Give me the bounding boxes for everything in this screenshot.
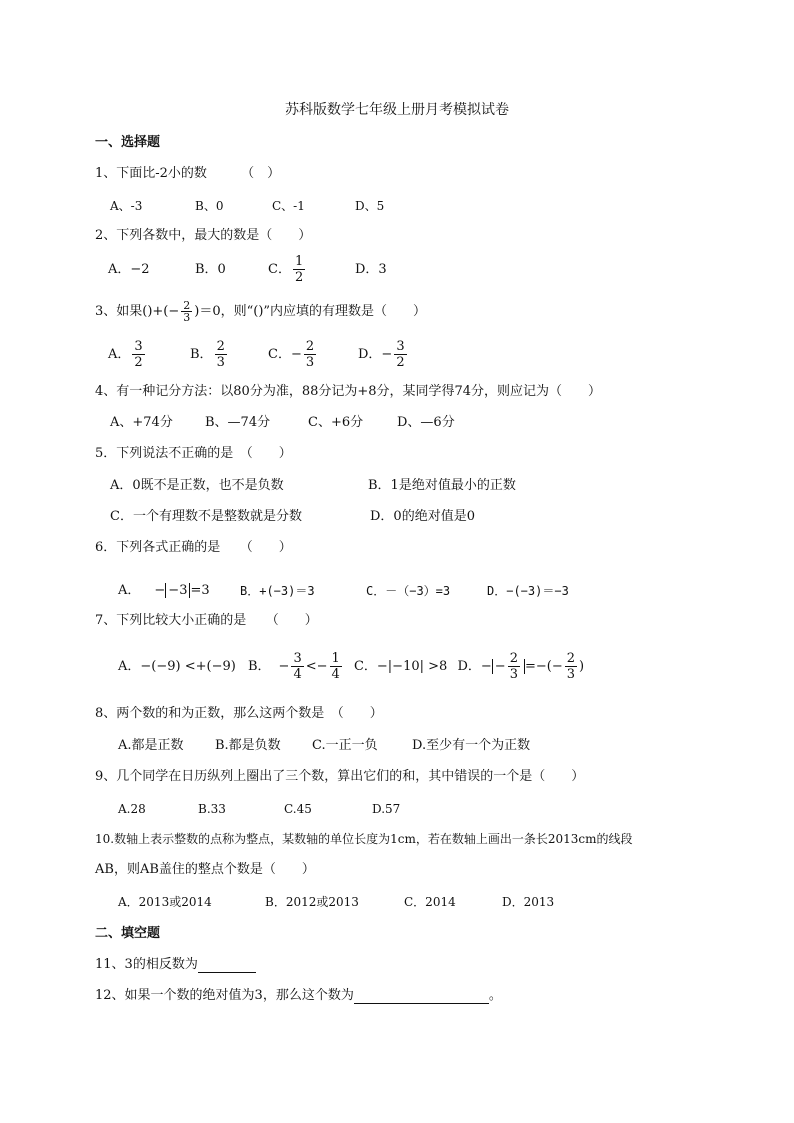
question-1-paren: （ ） xyxy=(241,166,281,181)
q7-option-d-close-paren: ) xyxy=(579,659,585,674)
q6-option-c: C．－（−3）=3 xyxy=(366,584,451,598)
q9-option-a: A.28 xyxy=(118,802,146,816)
q3-option-c-prefix: C．− xyxy=(268,347,302,362)
q10-option-d: D．2013 xyxy=(502,895,555,909)
question-9-stem: 9、几个同学在日历纵列上圈出了三个数，算出它们的和，其中错误的一个是（ ） xyxy=(95,769,585,784)
section-choice-heading: 一、选择题 xyxy=(95,135,161,150)
q6-option-d: D．−(−3)＝−3 xyxy=(487,584,569,598)
fraction-numerator: 2 xyxy=(509,651,518,666)
fraction-denominator: 2 xyxy=(294,270,304,285)
fraction-numerator: 2 xyxy=(566,651,575,666)
absolute-value-bars: −3 xyxy=(165,583,190,598)
q5-option-c: C．一个有理数不是整数就是分数 xyxy=(110,509,302,524)
q4-option-b: B、—74分 xyxy=(205,415,271,430)
q6-option-a-prefix: A． xyxy=(118,583,141,598)
q2-option-c-prefix: C． xyxy=(268,262,291,277)
fraction-denominator: 3 xyxy=(509,667,518,682)
question-11 xyxy=(95,957,256,973)
fraction-denominator: 2 xyxy=(134,355,143,370)
q7-option-d-equals: =−(− xyxy=(524,659,563,674)
q3-option-d xyxy=(358,338,409,372)
q3-stem-part-a: 3、如果( xyxy=(95,304,148,319)
q4-option-d: D、—6分 xyxy=(397,415,455,430)
q3-option-b-fraction xyxy=(215,339,227,370)
question-12-end-punct: 。 xyxy=(488,988,502,1003)
q10-option-c: C．2014 xyxy=(404,895,456,909)
q9-option-c: C.45 xyxy=(284,802,312,816)
question-12-stem: 12、如果一个数的绝对值为3，那么这个数为 xyxy=(95,988,354,1003)
q2-option-b: B．0 xyxy=(195,262,226,277)
question-1-stem: 1、下面比-2小的数 xyxy=(95,166,207,181)
q6-option-a-suffix: =3 xyxy=(190,583,210,598)
page-title: 苏科版数学七年级上册月考模拟试卷 xyxy=(285,102,509,118)
question-2-stem: 2、下列各数中，最大的数是（ ） xyxy=(95,228,312,243)
answer-blank[interactable] xyxy=(198,958,256,973)
fraction-numerator: 2 xyxy=(305,339,315,354)
question-10-stem-line-1: 10.数轴上表示整数的点称为整点，某数轴的单位长度为1cm，若在数轴上画出一条长2013cm的线段 xyxy=(95,832,633,846)
q3-stem-fraction xyxy=(181,300,192,323)
q3-option-c-fraction xyxy=(304,339,316,370)
q3-option-d-prefix: D．− xyxy=(358,347,393,362)
q3-stem-part-d: )”内应填的有理数是（ ） xyxy=(258,304,427,319)
answer-blank[interactable] xyxy=(354,989,489,1004)
fraction-numerator: 2 xyxy=(183,299,191,312)
q1-option-c: C、-1 xyxy=(272,199,305,213)
fraction-denominator: 4 xyxy=(331,667,340,682)
q2-option-d: D．3 xyxy=(355,262,387,277)
question-8-stem: 8、两个数的和为正数，那么这两个数是 （ ） xyxy=(95,706,383,721)
q7-option-b-fraction-2 xyxy=(330,651,342,682)
question-1 xyxy=(95,166,280,182)
fraction-denominator: 2 xyxy=(396,355,405,370)
fraction-denominator: 3 xyxy=(566,667,575,682)
fraction-numerator: 3 xyxy=(134,339,143,354)
section-fill-heading: 二、填空题 xyxy=(95,926,161,941)
q1-option-d: D、5 xyxy=(355,199,385,213)
fraction-denominator: 3 xyxy=(216,355,225,370)
q3-option-c xyxy=(268,338,318,372)
q5-option-a: A．0既不是正数，也不是负数 xyxy=(110,478,284,493)
fraction-numerator: 2 xyxy=(216,339,225,354)
q5-option-d: D．0的绝对值是0 xyxy=(370,509,475,524)
q9-option-d: D.57 xyxy=(372,802,401,816)
q10-option-b: B．2012或2013 xyxy=(265,895,359,909)
question-3-stem xyxy=(95,298,426,326)
q3-option-a-fraction xyxy=(132,339,144,370)
q2-option-c xyxy=(268,252,307,288)
q5-option-b: B．1是绝对值最小的正数 xyxy=(368,478,516,493)
q7-options-row: A．−(−9) <+(−9) B． − $\frac{3}{4}$ <− $\frac{1}{4}$ C．−|−10| >8 D．− − $\frac{2}{3}$ =−(− $\frac{2}{3}$ ) xyxy=(118,651,585,682)
fraction-denominator: 4 xyxy=(293,667,302,682)
question-12 xyxy=(95,988,502,1004)
q7-option-d-fraction-1 xyxy=(508,651,520,682)
q7-option-b-prefix: B． xyxy=(247,659,271,674)
q7-option-d-prefix: D． xyxy=(457,659,481,674)
q2-option-c-fraction xyxy=(293,254,305,285)
q8-option-a: A.都是正数 xyxy=(118,738,184,753)
q7-option-b-less-than: < xyxy=(305,659,317,674)
q4-option-c: C、+6分 xyxy=(308,415,364,430)
q1-option-a: A、-3 xyxy=(110,199,143,213)
q7-option-a: A．−(−9) <+(−9) xyxy=(118,659,236,674)
q2-option-a: A．−2 xyxy=(108,262,150,277)
q8-option-b: B.都是负数 xyxy=(215,738,281,753)
q3-option-a-prefix: A． xyxy=(108,347,131,362)
q7-option-d-fraction-2 xyxy=(565,651,577,682)
q3-option-d-fraction xyxy=(394,339,406,370)
absolute-value-bars: − $\frac{2}{3}$ xyxy=(492,659,525,674)
q9-option-b: B.33 xyxy=(198,802,226,816)
q3-stem-part-b: )+(− xyxy=(147,304,180,319)
q3-option-a xyxy=(108,338,147,372)
question-11-stem: 11、3的相反数为 xyxy=(95,957,198,972)
q7-option-b-fraction-1 xyxy=(291,651,303,682)
q1-option-b: B、0 xyxy=(195,199,224,213)
q7-option-c: C．−|−10| >8 xyxy=(353,659,448,674)
fraction-denominator: 3 xyxy=(183,311,191,324)
q3-option-b xyxy=(190,338,229,372)
q6-option-b: B．+(−3)＝3 xyxy=(240,584,315,598)
question-6-stem: 6．下列各式正确的是 （ ） xyxy=(95,540,292,555)
q4-option-a: A、+74分 xyxy=(110,415,173,430)
fraction-numerator: 3 xyxy=(396,339,405,354)
fraction-numerator: 3 xyxy=(293,651,302,666)
fraction-denominator: 3 xyxy=(305,355,315,370)
q8-option-d: D.至少有一个为正数 xyxy=(412,738,531,753)
q3-option-b-prefix: B． xyxy=(190,347,213,362)
q3-stem-part-c: )＝0，则“( xyxy=(194,304,259,319)
q6-option-a: A． − −3 =3 xyxy=(118,583,210,598)
q8-option-c: C.一正一负 xyxy=(312,738,378,753)
question-10-stem-line-2: AB，则AB盖住的整点个数是（ ） xyxy=(95,862,315,877)
q10-option-a: A．2013或2014 xyxy=(118,895,212,909)
question-4-stem: 4、有一种记分方法：以80分为准，88分记为+8分，某同学得74分，则应记为（ ） xyxy=(95,384,602,399)
fraction-numerator: 1 xyxy=(331,651,340,666)
question-7-stem: 7、下列比较大小正确的是 （ ） xyxy=(95,613,318,628)
fraction-numerator: 1 xyxy=(294,254,304,269)
question-5-stem: 5．下列说法不正确的是 （ ） xyxy=(95,446,292,461)
